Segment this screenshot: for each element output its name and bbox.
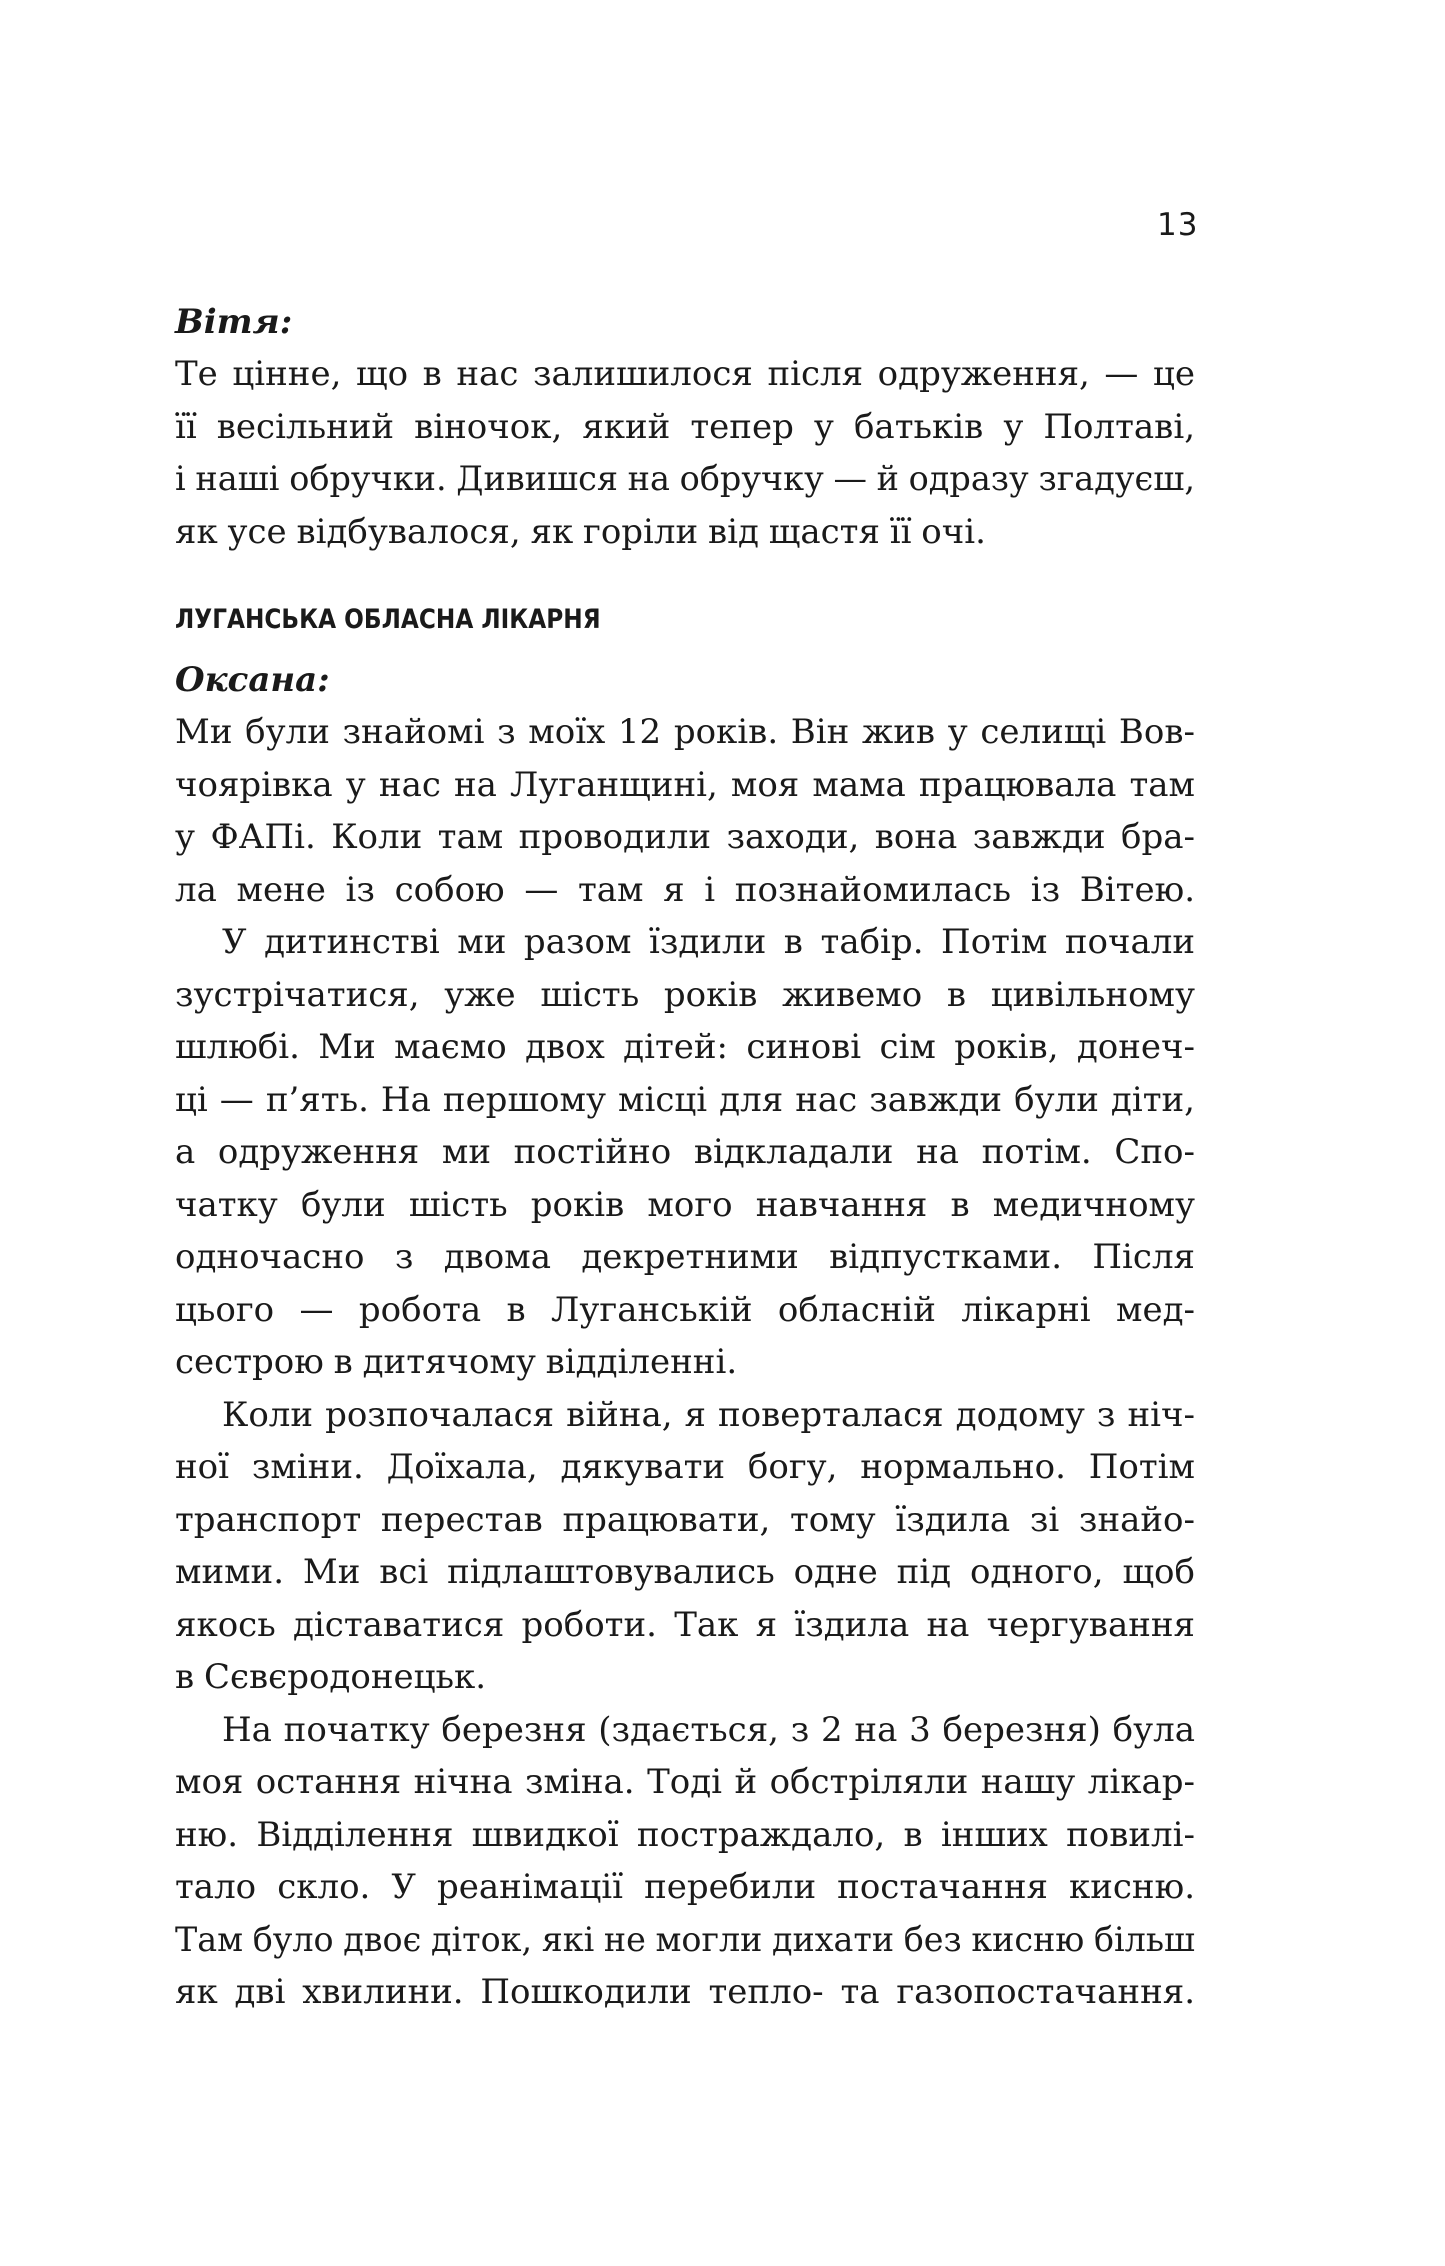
section-oksana [175,654,1195,2019]
text-line: а одруження ми постійно відкладали на потім. Спо- [175,1132,1195,1172]
text-line: Те цінне, що в нас залишилося після одруження, — це [175,354,1195,394]
section-vitya [175,296,1195,558]
text-line: тало скло. У реанімації перебили постачання кисню. [175,1867,1195,1907]
paragraph [175,1389,1195,1704]
text-line: як усе відбувалося, як горіли від щастя її очі. [175,511,986,552]
text-line: у ФАПі. Коли там проводили заходи, вона завжди бра- [175,817,1195,857]
text-line: У дитинстві ми разом їздили в табір. Потім почали [222,922,1195,962]
text-line: Там було двоє діток, які не могли дихати без кисню більш [175,1919,1195,1959]
paragraph-vitya [175,348,1195,558]
text-line: і наші обручки. Дивишся на обручку — й одразу згадуєш, [175,459,1195,498]
text-line: мими. Ми всі підлаштовувались одне під одного, щоб [175,1552,1195,1592]
text-column [175,296,1195,2019]
speaker-oksana: Оксана: [175,660,330,700]
text-line: ної зміни. Доїхала, дякувати богу, нормально. Потім [175,1447,1195,1487]
text-line: чоярівка у нас на Луганщині, моя мама працювала там [175,764,1195,805]
text-line: одночасно з двома декретними відпустками. Після [175,1237,1195,1277]
text-line: чатку були шість років мого навчання в медичному [175,1184,1195,1225]
page-number: 13 [1157,207,1199,243]
text-line: ла мене із собою — там я і познайомилась із Вітею. [175,869,1195,910]
text-line: Коли розпочалася війна, я поверталася додому з ніч- [222,1394,1195,1435]
text-line: цього — робота в Луганській обласній лікарні мед- [175,1289,1195,1330]
text-line: моя остання нічна зміна. Тоді й обстріляли нашу лікар- [175,1762,1195,1802]
text-line: як дві хвилини. Пошкодили тепло- та газопостачання. [175,1972,1195,2012]
text-line: шлюбі. Ми маємо двох дітей: синові сім років, донеч- [175,1027,1195,1067]
paragraph [175,706,1195,916]
text-line: транспорт перестав працювати, тому їздила зі знайо- [175,1499,1195,1540]
text-line: Ми були знайомі з моїх 12 років. Він жив у селищі Вов- [175,712,1195,752]
section-heading: ЛУГАНСЬКА ОБЛАСНА ЛІКАРНЯ [175,604,601,635]
text-line: ці — п’ять. На першому місці для нас завжди були діти, [175,1079,1195,1120]
text-line: в Сєвєродонецьк. [175,1657,487,1697]
text-line: зустрічатися, уже шість років живемо в цивільному [175,974,1195,1015]
paragraph [175,916,1195,1389]
text-line: На початку березня (здається, з 2 на 3 березня) була [222,1709,1195,1750]
text-line: ню. Відділення швидкої постраждало, в інших повилі- [175,1814,1195,1855]
text-line: якось діставатися роботи. Так я їздила на чергування [175,1604,1195,1645]
speaker-vitya: Вітя: [175,302,293,342]
paragraph [175,1704,1195,2019]
text-line: її весільний віночок, який тепер у батьків у Полтаві, [175,406,1195,447]
text-line: сестрою в дитячому відділенні. [175,1342,738,1382]
